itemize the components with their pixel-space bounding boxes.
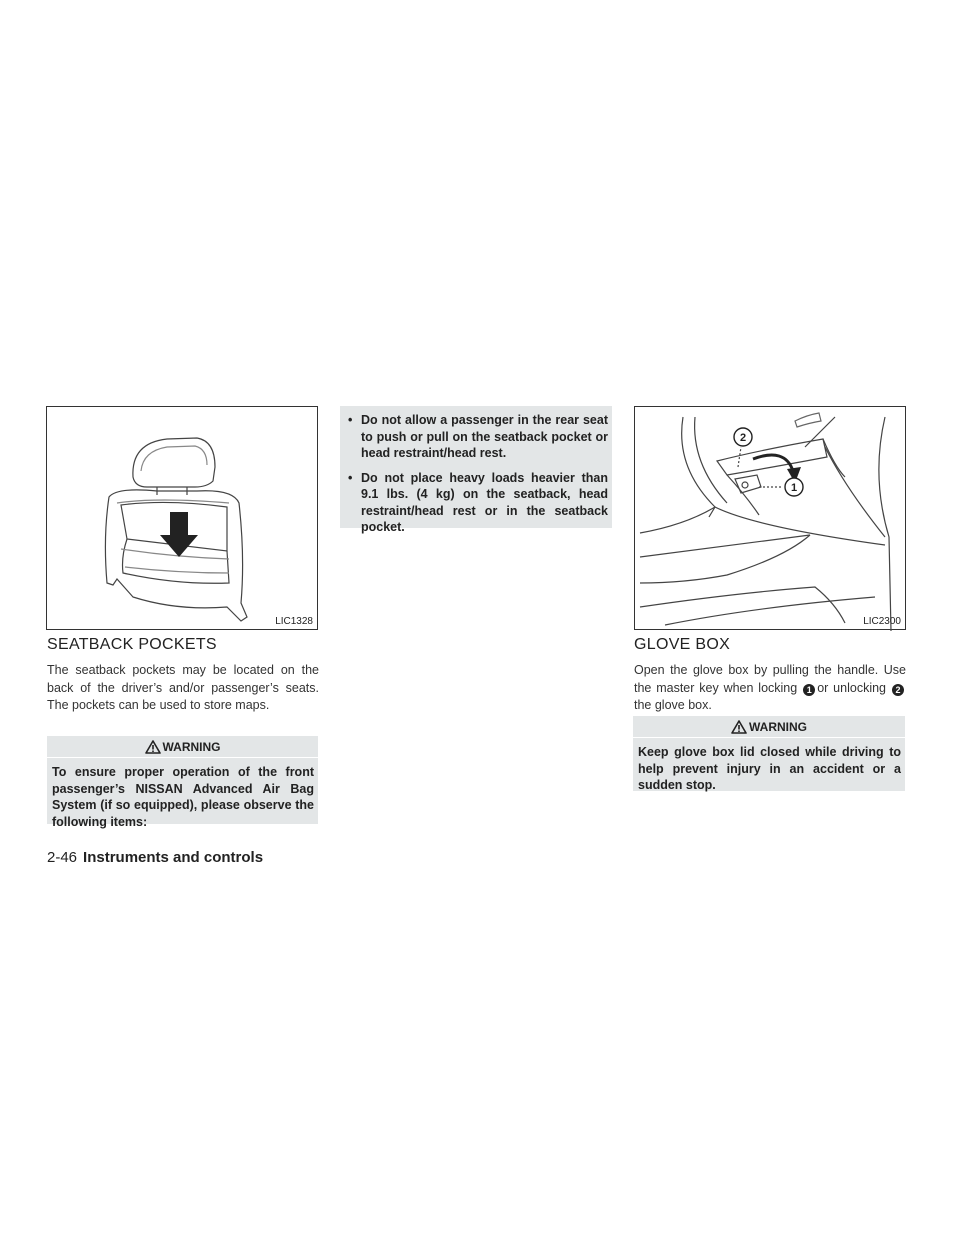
bullet-text: Do not allow a passenger in the rear seat to push or pull on the seatback pocket or head restraint/head rest. bbox=[361, 413, 608, 460]
figure-id: LIC2300 bbox=[863, 616, 901, 627]
warning-header bbox=[633, 716, 905, 738]
warning-text: To ensure proper operation of the front passenger’s NISSAN Advanced Air Bag System (if so equipped), please observe the following items: bbox=[52, 765, 314, 829]
glove-box-lid bbox=[717, 439, 827, 475]
air-bag-bullets bbox=[340, 406, 612, 534]
paragraph-part: the glove box. bbox=[634, 698, 712, 712]
dash-edge bbox=[682, 417, 715, 517]
glove-box-warning bbox=[633, 716, 905, 791]
warning-title: WARNING bbox=[749, 719, 807, 734]
warning-icon bbox=[145, 740, 161, 754]
seatback-warning bbox=[47, 736, 318, 829]
bullet-item bbox=[342, 412, 608, 462]
bullet-symbol: • bbox=[348, 413, 353, 427]
callout-2: 2 bbox=[739, 432, 747, 444]
warning-title: WARNING bbox=[162, 739, 221, 754]
turn-arrow-icon bbox=[753, 455, 793, 471]
bullet-text: Do not place heavy loads heavier than 9.1 lbs. (4 kg) on the seatback, head restraint/head rest or in the seatback pocket. bbox=[361, 470, 608, 534]
glove-box-paragraph bbox=[634, 662, 906, 715]
warning-icon bbox=[731, 720, 747, 734]
page-footer bbox=[47, 849, 263, 866]
glove-box-heading: GLOVE BOX bbox=[634, 636, 731, 653]
glove-box-illustration bbox=[635, 407, 907, 631]
seatback-paragraph: The seatback pockets may be located on the back of the driver’s and/or passenger’s seats. The pockets can be used to store maps. bbox=[47, 663, 319, 712]
paragraph-part: or unlocking bbox=[817, 680, 886, 695]
marker-1-badge: 1 bbox=[803, 684, 815, 696]
bullet-item bbox=[342, 470, 608, 536]
down-arrow-icon bbox=[160, 512, 198, 557]
section-title: Instruments and controls bbox=[83, 849, 264, 866]
bullet-symbol: • bbox=[348, 470, 353, 485]
figure-id: LIC1328 bbox=[275, 616, 313, 627]
warning-text: Keep glove box lid closed while driving to help prevent injury in an accident or a sudden stop. bbox=[638, 745, 901, 792]
page-number: 2-46 bbox=[47, 849, 78, 866]
headrest-shape bbox=[133, 438, 215, 487]
seatback-heading: SEATBACK POCKETS bbox=[47, 636, 217, 653]
warning-header bbox=[47, 736, 318, 758]
glove-box-figure bbox=[634, 406, 906, 630]
callout-1: 1 bbox=[790, 482, 798, 494]
marker-2-badge: 2 bbox=[892, 684, 904, 696]
seatback-illustration bbox=[47, 407, 319, 631]
paragraph-part: Open the glove box by pulling the handle. Use the master key when locking bbox=[634, 663, 906, 695]
seatback-figure bbox=[46, 406, 318, 630]
